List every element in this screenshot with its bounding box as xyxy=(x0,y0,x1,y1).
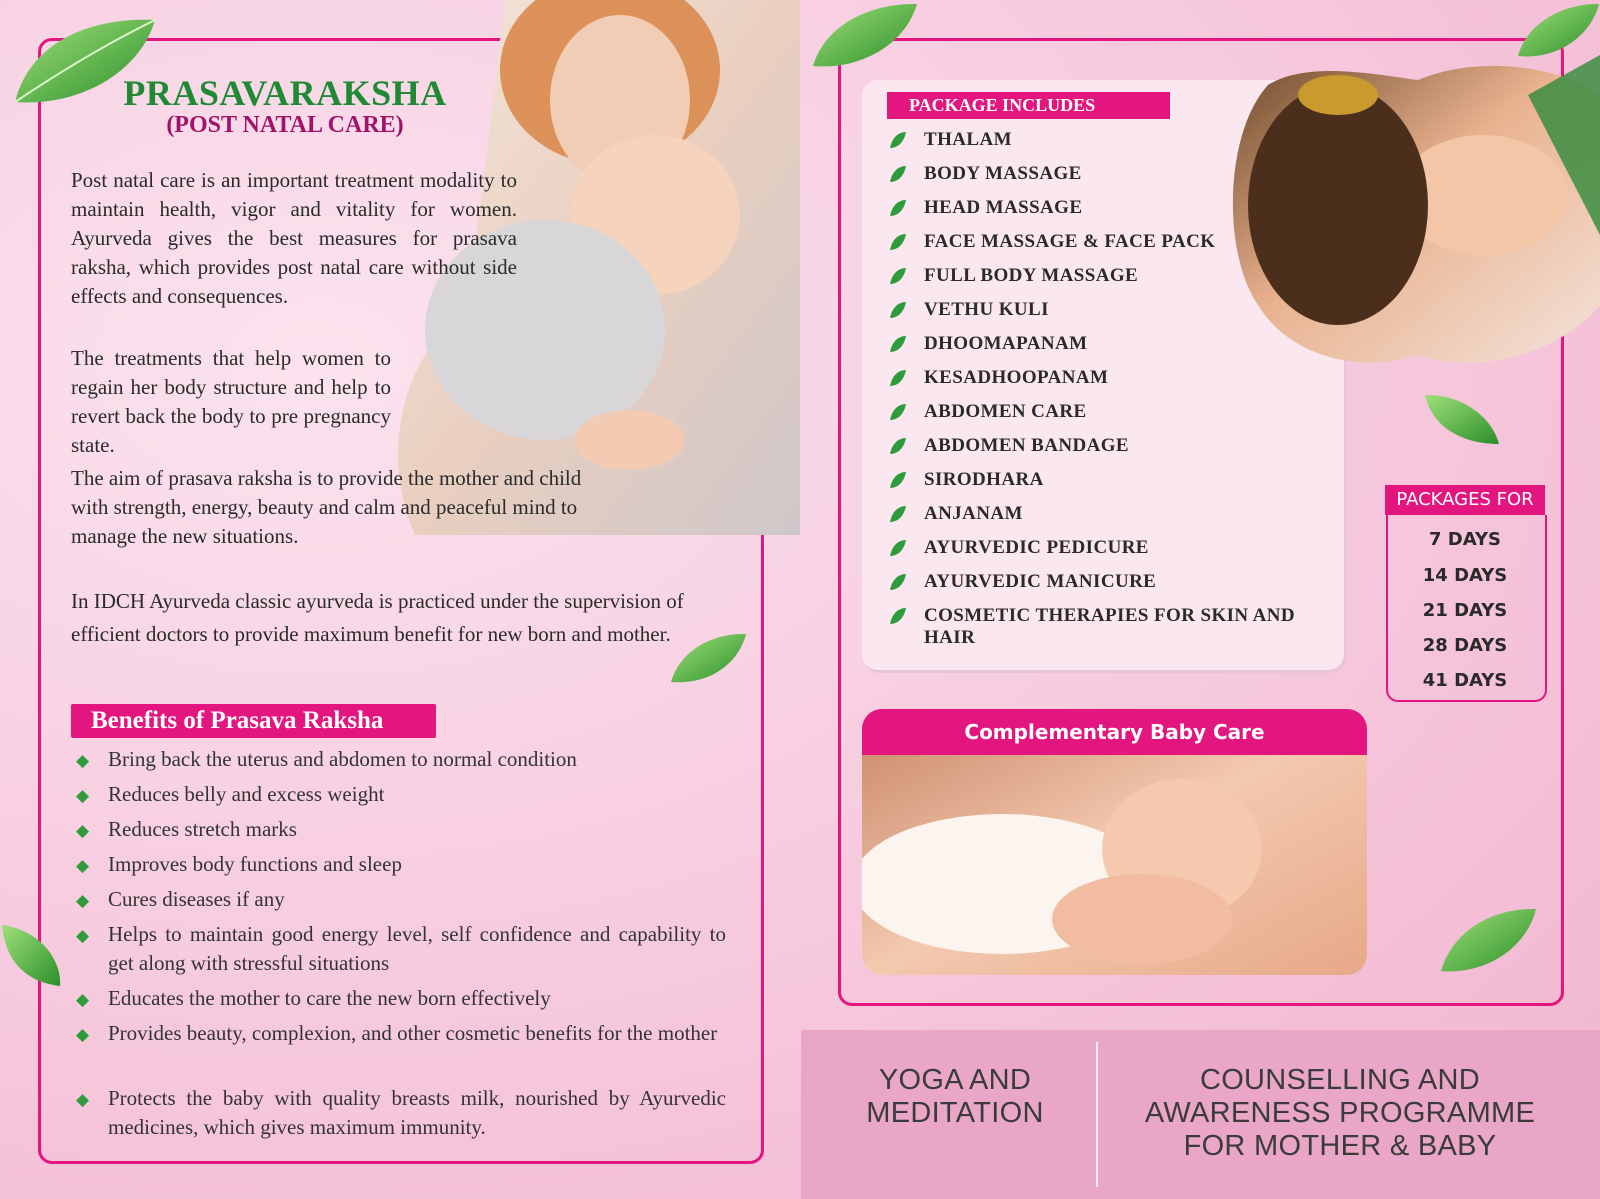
page-title: PRASAVARAKSHA xyxy=(123,73,447,113)
package-item-label: HEAD MASSAGE xyxy=(924,197,1083,218)
benefit-item: ◆ Reduces belly and excess weight xyxy=(76,780,726,810)
leaf-bullet-icon xyxy=(886,266,924,286)
diamond-bullet-icon: ◆ xyxy=(76,926,90,945)
yoga-meditation-text: YOGA AND MEDITATION xyxy=(866,1064,1044,1129)
package-item xyxy=(886,401,1316,423)
leaf-bullet-icon xyxy=(886,572,924,592)
leaf-bullet-icon xyxy=(886,198,924,218)
benefit-item: ◆ Educates the mother to care the new born effectively xyxy=(76,984,726,1014)
leaf-icon xyxy=(1422,392,1502,447)
leaf-bullet-icon xyxy=(886,334,924,354)
package-item xyxy=(886,571,1316,593)
leaf-bullet-icon xyxy=(886,232,924,252)
package-item-label: ABDOMEN BANDAGE xyxy=(924,435,1129,456)
benefit-item: ◆ Improves body functions and sleep xyxy=(76,850,726,880)
diamond-bullet-icon: ◆ xyxy=(76,891,90,910)
package-item-label: SIRODHARA xyxy=(924,469,1044,490)
package-duration: 7 DAYS xyxy=(1429,529,1501,550)
package-duration: 21 DAYS xyxy=(1422,600,1508,621)
spa-oil-therapy-photo xyxy=(1228,55,1600,375)
leaf-bullet-icon xyxy=(886,164,924,184)
leaf-bullet-icon xyxy=(886,538,924,558)
diamond-bullet-icon: ◆ xyxy=(76,1090,90,1109)
leaf-bullet-icon xyxy=(886,368,924,388)
package-duration: 41 DAYS xyxy=(1422,670,1508,691)
packages-for-header: PACKAGES FOR xyxy=(1385,485,1545,515)
package-item-label: ANJANAM xyxy=(924,503,1023,524)
leaf-bullet-icon xyxy=(886,436,924,456)
package-item-label: AYURVEDIC PEDICURE xyxy=(924,537,1149,558)
package-item-label: VETHU KULI xyxy=(924,299,1049,320)
benefit-item: ◆ Helps to maintain good energy level, self confidence and capability to get along with stressful situations xyxy=(76,920,726,978)
diamond-bullet-icon: ◆ xyxy=(76,751,90,770)
package-duration: 28 DAYS xyxy=(1422,635,1508,656)
baby-care-header: Complementary Baby Care xyxy=(862,709,1367,755)
package-item-label: KESADHOOPANAM xyxy=(924,367,1109,388)
bottom-divider xyxy=(1096,1042,1098,1187)
benefit-item: ◆ Cures diseases if any xyxy=(76,885,726,915)
package-item-label: DHOOMAPANAM xyxy=(924,333,1088,354)
diamond-bullet-icon: ◆ xyxy=(76,990,90,1009)
leaf-bullet-icon xyxy=(886,504,924,524)
counselling-programme-text: COUNSELLING AND AWARENESS PROGRAMME FOR MOTHER & BABY xyxy=(1144,1064,1536,1162)
leaf-bullet-icon xyxy=(886,606,924,626)
package-item xyxy=(886,537,1316,559)
package-item xyxy=(886,605,1316,649)
benefit-item: ◆ Provides beauty, complexion, and other cosmetic benefits for the mother xyxy=(76,1019,726,1049)
benefits-header: Benefits of Prasava Raksha xyxy=(71,704,436,738)
package-item-label: AYURVEDIC MANICURE xyxy=(924,571,1157,592)
package-item-label: BODY MASSAGE xyxy=(924,163,1082,184)
leaf-icon xyxy=(0,920,65,990)
treatment-paragraph: The treatments that help women to regain her body structure and help to revert back the body to pre pregnancy state. xyxy=(71,346,391,457)
leaf-bullet-icon xyxy=(886,470,924,490)
package-item xyxy=(886,435,1316,457)
package-includes-header: PACKAGE INCLUDES xyxy=(887,92,1170,119)
benefit-item: ◆ Bring back the uterus and abdomen to normal condition xyxy=(76,745,726,775)
intro-paragraph: Post natal care is an important treatment modality to maintain health, vigor and vitality for women. Ayurveda gives the best measures for prasava raksha, which provides post natal care without side effects and consequences. xyxy=(71,168,517,308)
package-item-label: THALAM xyxy=(924,129,1012,150)
leaf-bullet-icon xyxy=(886,130,924,150)
aim-paragraph: The aim of prasava raksha is to provide the mother and child with strength, energy, beauty and calm and peaceful mind to manage the new situations. xyxy=(71,466,582,548)
leaf-bullet-icon xyxy=(886,300,924,320)
package-item-label: ABDOMEN CARE xyxy=(924,401,1087,422)
package-item-label: FACE MASSAGE & FACE PACK xyxy=(924,231,1216,252)
diamond-bullet-icon: ◆ xyxy=(76,821,90,840)
diamond-bullet-icon: ◆ xyxy=(76,856,90,875)
benefit-item: ◆ Protects the baby with quality breasts milk, nourished by Ayurvedic medicines, which gives maximum immunity. xyxy=(76,1084,726,1142)
package-item-label: FULL BODY MASSAGE xyxy=(924,265,1139,286)
package-duration: 14 DAYS xyxy=(1422,565,1508,586)
package-item xyxy=(886,503,1316,525)
leaf-bullet-icon xyxy=(886,402,924,422)
diamond-bullet-icon: ◆ xyxy=(76,786,90,805)
idch-paragraph: In IDCH Ayurveda classic ayurveda is practiced under the supervision of efficient doctors to provide maximum benefit for new born and mother. xyxy=(71,589,684,646)
leaf-icon xyxy=(810,0,920,70)
leaf-icon xyxy=(1438,905,1538,975)
page-subtitle: (POST NATAL CARE) xyxy=(166,112,404,138)
leaf-icon xyxy=(1515,0,1600,60)
benefit-item: ◆ Reduces stretch marks xyxy=(76,815,726,845)
package-item xyxy=(886,469,1316,491)
package-item-label: COSMETIC THERAPIES FOR SKIN AND HAIR xyxy=(924,605,1296,648)
diamond-bullet-icon: ◆ xyxy=(76,1025,90,1044)
